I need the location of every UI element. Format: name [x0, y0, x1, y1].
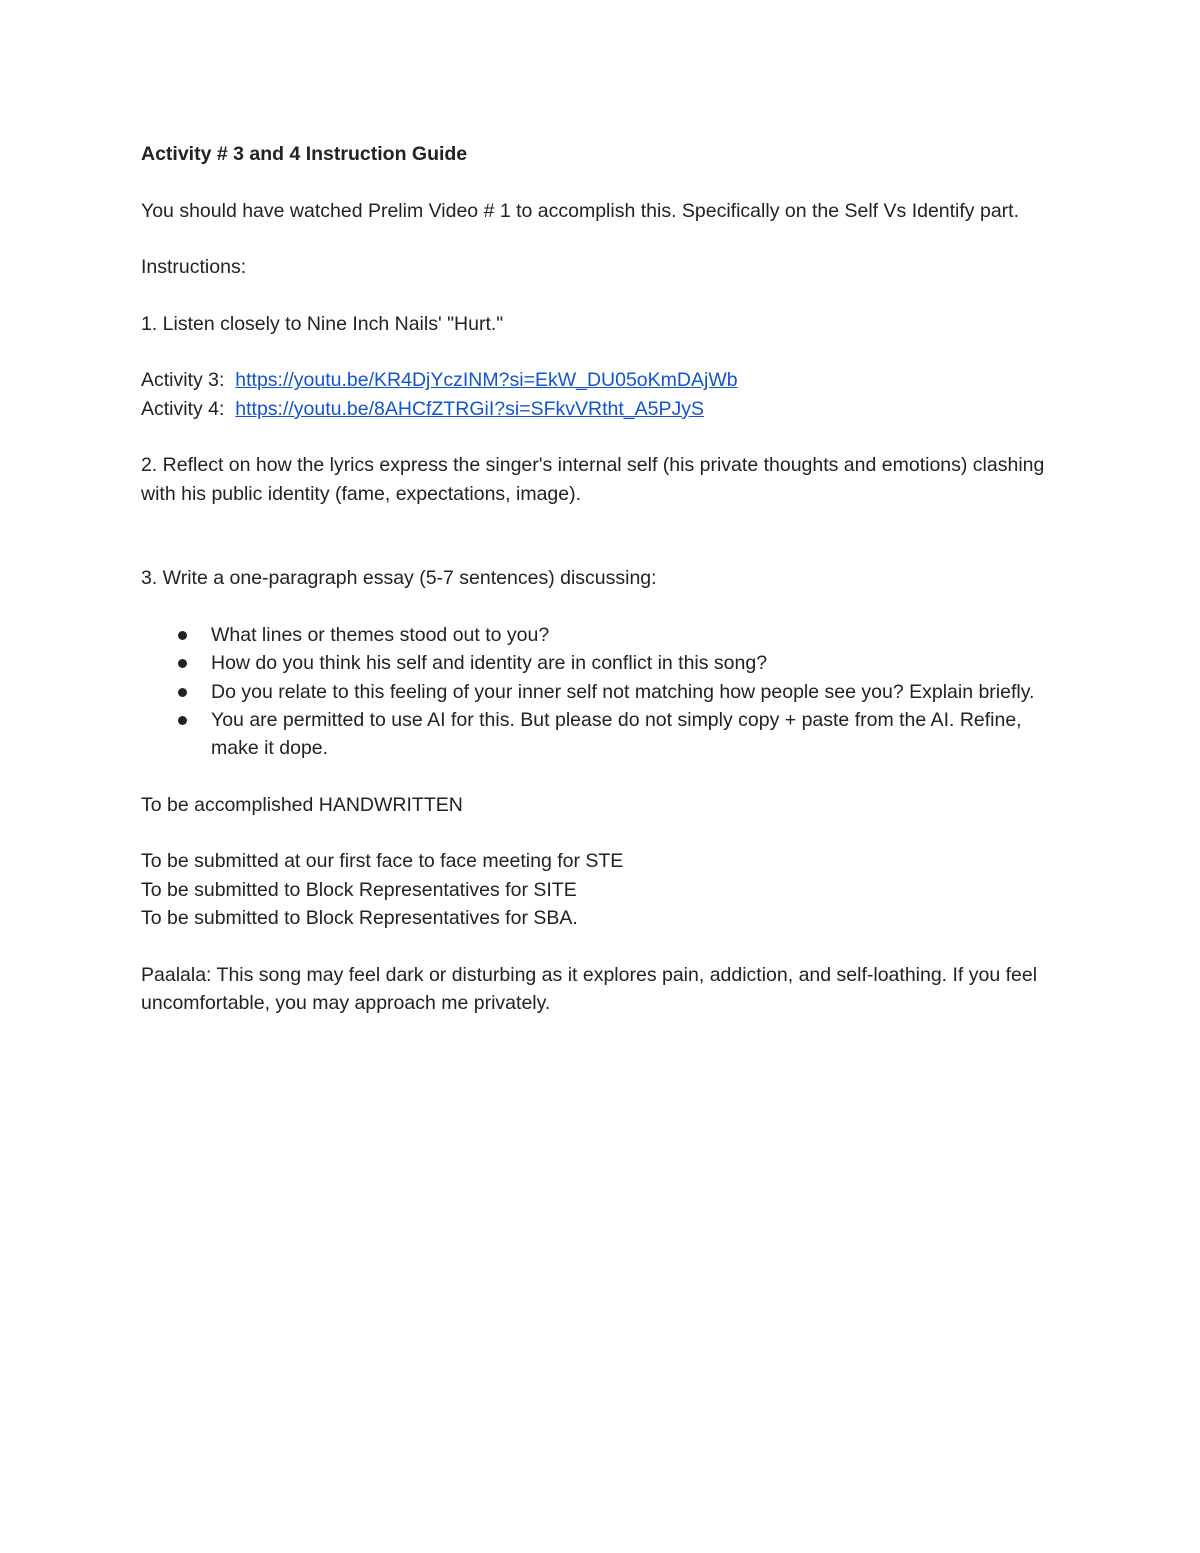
list-item-text: You are permitted to use AI for this. But please do not simply copy + paste from the AI. Refine, make it dope. — [211, 708, 1022, 760]
step-2: 2. Reflect on how the lyrics express the singer's internal self (his private thoughts and emotions) clashing with his public identity (fame, expectations, image). — [141, 454, 1045, 505]
spacer — [141, 763, 1071, 791]
intro-paragraph: You should have watched Prelim Video # 1 to accomplish this. Specifically on the Self Vs Identify part. — [141, 199, 1019, 222]
activity-3-link[interactable]: https://youtu.be/KR4DjYczINM?si=EkW_DU05oKmDAjWb — [235, 369, 738, 392]
activity-4-link[interactable]: https://youtu.be/8AHCfZTRGiI?si=SFkvVRtht_A5PJyS — [235, 397, 705, 420]
activity-4-line — [141, 395, 1071, 423]
list-item-text: How do you think his self and identity are in conflict in this song? — [211, 652, 768, 675]
spacer — [141, 932, 1071, 960]
document-page — [141, 140, 1071, 1017]
bullet-icon — [178, 716, 187, 725]
spacer — [141, 168, 1071, 196]
step-1: 1. Listen closely to Nine Inch Nails' "Hurt." — [141, 312, 504, 335]
list-item-text: Do you relate to this feeling of your inner self not matching how people see you? Explain briefly. — [211, 680, 1035, 703]
discussion-list — [141, 621, 1071, 762]
handwritten-note: To be accomplished HANDWRITTEN — [141, 793, 463, 816]
submission-ste: To be submitted at our first face to face meeting for STE — [141, 850, 624, 873]
list-item — [141, 621, 1071, 649]
activity-3-label: Activity 3: — [141, 369, 225, 392]
bullet-icon — [178, 688, 187, 697]
list-item — [141, 706, 1071, 763]
list-item — [141, 678, 1071, 706]
bullet-icon — [178, 659, 187, 668]
reminder-paragraph: Paalala: This song may feel dark or disturbing as it explores pain, addiction, and self-loathing. If you feel uncomfortable, you may approach me privately. — [141, 963, 1038, 1014]
spacer — [141, 338, 1071, 366]
step-3: 3. Write a one-paragraph essay (5-7 sentences) discussing: — [141, 567, 657, 590]
activity-4-label: Activity 4: — [141, 397, 225, 420]
spacer — [141, 508, 1071, 565]
spacer — [141, 819, 1071, 847]
document-title: Activity # 3 and 4 Instruction Guide — [141, 143, 468, 165]
spacer — [141, 423, 1071, 451]
instructions-label: Instructions: — [141, 256, 247, 279]
submission-sba: To be submitted to Block Representatives for SBA. — [141, 907, 578, 930]
submission-site: To be submitted to Block Representatives for SITE — [141, 878, 577, 901]
bullet-icon — [178, 631, 187, 640]
list-item — [141, 649, 1071, 677]
list-item-text: What lines or themes stood out to you? — [211, 624, 550, 647]
spacer — [141, 593, 1071, 621]
activity-3-line — [141, 366, 1071, 394]
spacer — [141, 281, 1071, 309]
spacer — [141, 225, 1071, 253]
